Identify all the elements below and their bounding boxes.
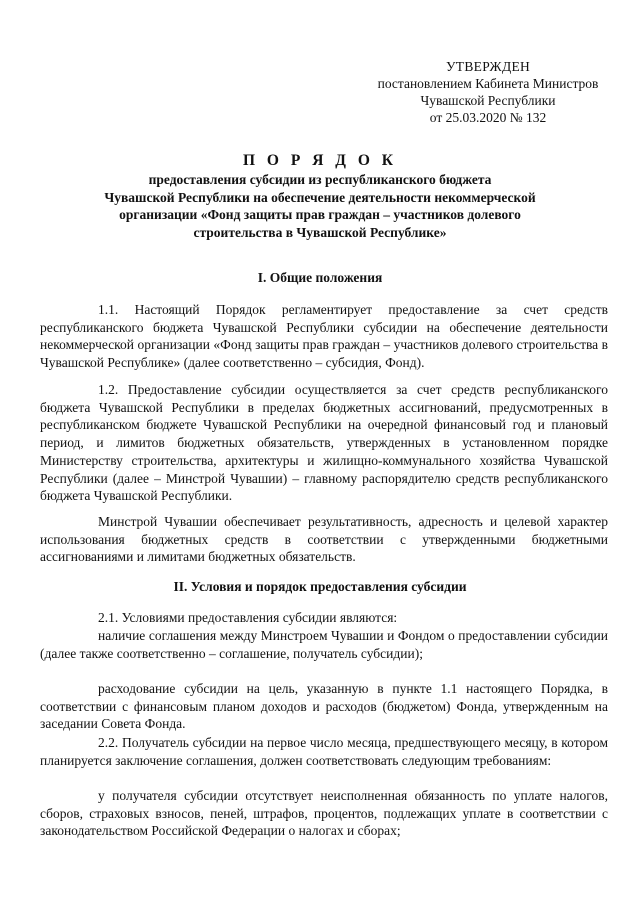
paragraph-2-1-b: расходование субсидии на цель, указанную в пункте 1.1 настоящего Порядка, в соответствии с финансовым планом доходов и расходов (бюджетом) Фонда, утвержденным на заседании Совета Фонда. [40,681,608,732]
paragraph-2-1: 2.1. Условиями предоставления субсидии являются: [98,610,398,625]
paragraph-1-3: Минстрой Чувашии обеспечивает результативность, адресность и целевой характер использования бюджетных средств в соответствии с утвержденными бюджетными ассигнованиями и лимитами бюджетных обязательств. [40,514,608,565]
approval-line: постановлением Кабинета Министров [377,76,599,91]
paragraph-2-2-a: у получателя субсидии отсутствует неисполненная обязанность по уплате налогов, сборов, страховых взносов, пеней, штрафов, процентов, подлежащих уплате в соответствии с законодательством Российской Федерации о налогах и сборах; [40,788,608,839]
title-main: П О Р Я Д О К [243,152,397,169]
section-1-heading: I. Общие положения [257,270,383,285]
approval-heading: УТВЕРЖДЕН [445,59,531,74]
approval-line: Чувашской Республики [420,93,556,108]
title-line: предоставления субсидии из республиканского бюджета [148,172,492,187]
document-title [60,151,580,241]
title-line: строительства в Чувашской Республике» [193,224,447,240]
title-line: организации «Фонд защиты прав граждан – участников долевого [119,207,521,223]
paragraph-1-2: 1.2. Предоставление субсидии осуществляется за счет средств республиканского бюджета Чувашской Республики в пределах бюджетных ассигнований, предусмотренных в республиканском бюджете Чувашской Республики на очередной финансовый год и плановый период, и лимитов бюджетных обязательств, утвержденных в установленном порядке Министерству строительства, архитектуры и жилищно-коммунального хозяйства Чувашской Республики (далее – Минстрой Чувашии) – главному распорядителю средств республиканского бюджета Чувашской Республики. [40,382,608,504]
section-2-heading: II. Условия и порядок предоставления субсидии [173,579,467,594]
approval-stamp [368,58,608,126]
paragraph-2-1-a: наличие соглашения между Минстроем Чувашии и Фондом о предоставлении субсидии (далее также соответственно – соглашение, получатель субсидии); [40,628,608,661]
approval-line: от 25.03.2020 № 132 [429,110,547,125]
paragraph-2-2: 2.2. Получатель субсидии на первое число месяца, предшествующего месяцу, в котором планируется заключение соглашения, должен соответствовать следующим требованиям: [40,735,608,768]
title-line: Чувашской Республики на обеспечение деятельности некоммерческой [104,189,536,205]
paragraph-1-1: 1.1. Настоящий Порядок регламентирует предоставление за счет средств республиканского бюджета Чувашской Республики субсидии на обеспечение деятельности некоммерческой организации «Фонд защиты прав граждан – участников долевого строительства в Чувашской Республике» (далее соответственно – субсидия, Фонд). [40,302,608,371]
